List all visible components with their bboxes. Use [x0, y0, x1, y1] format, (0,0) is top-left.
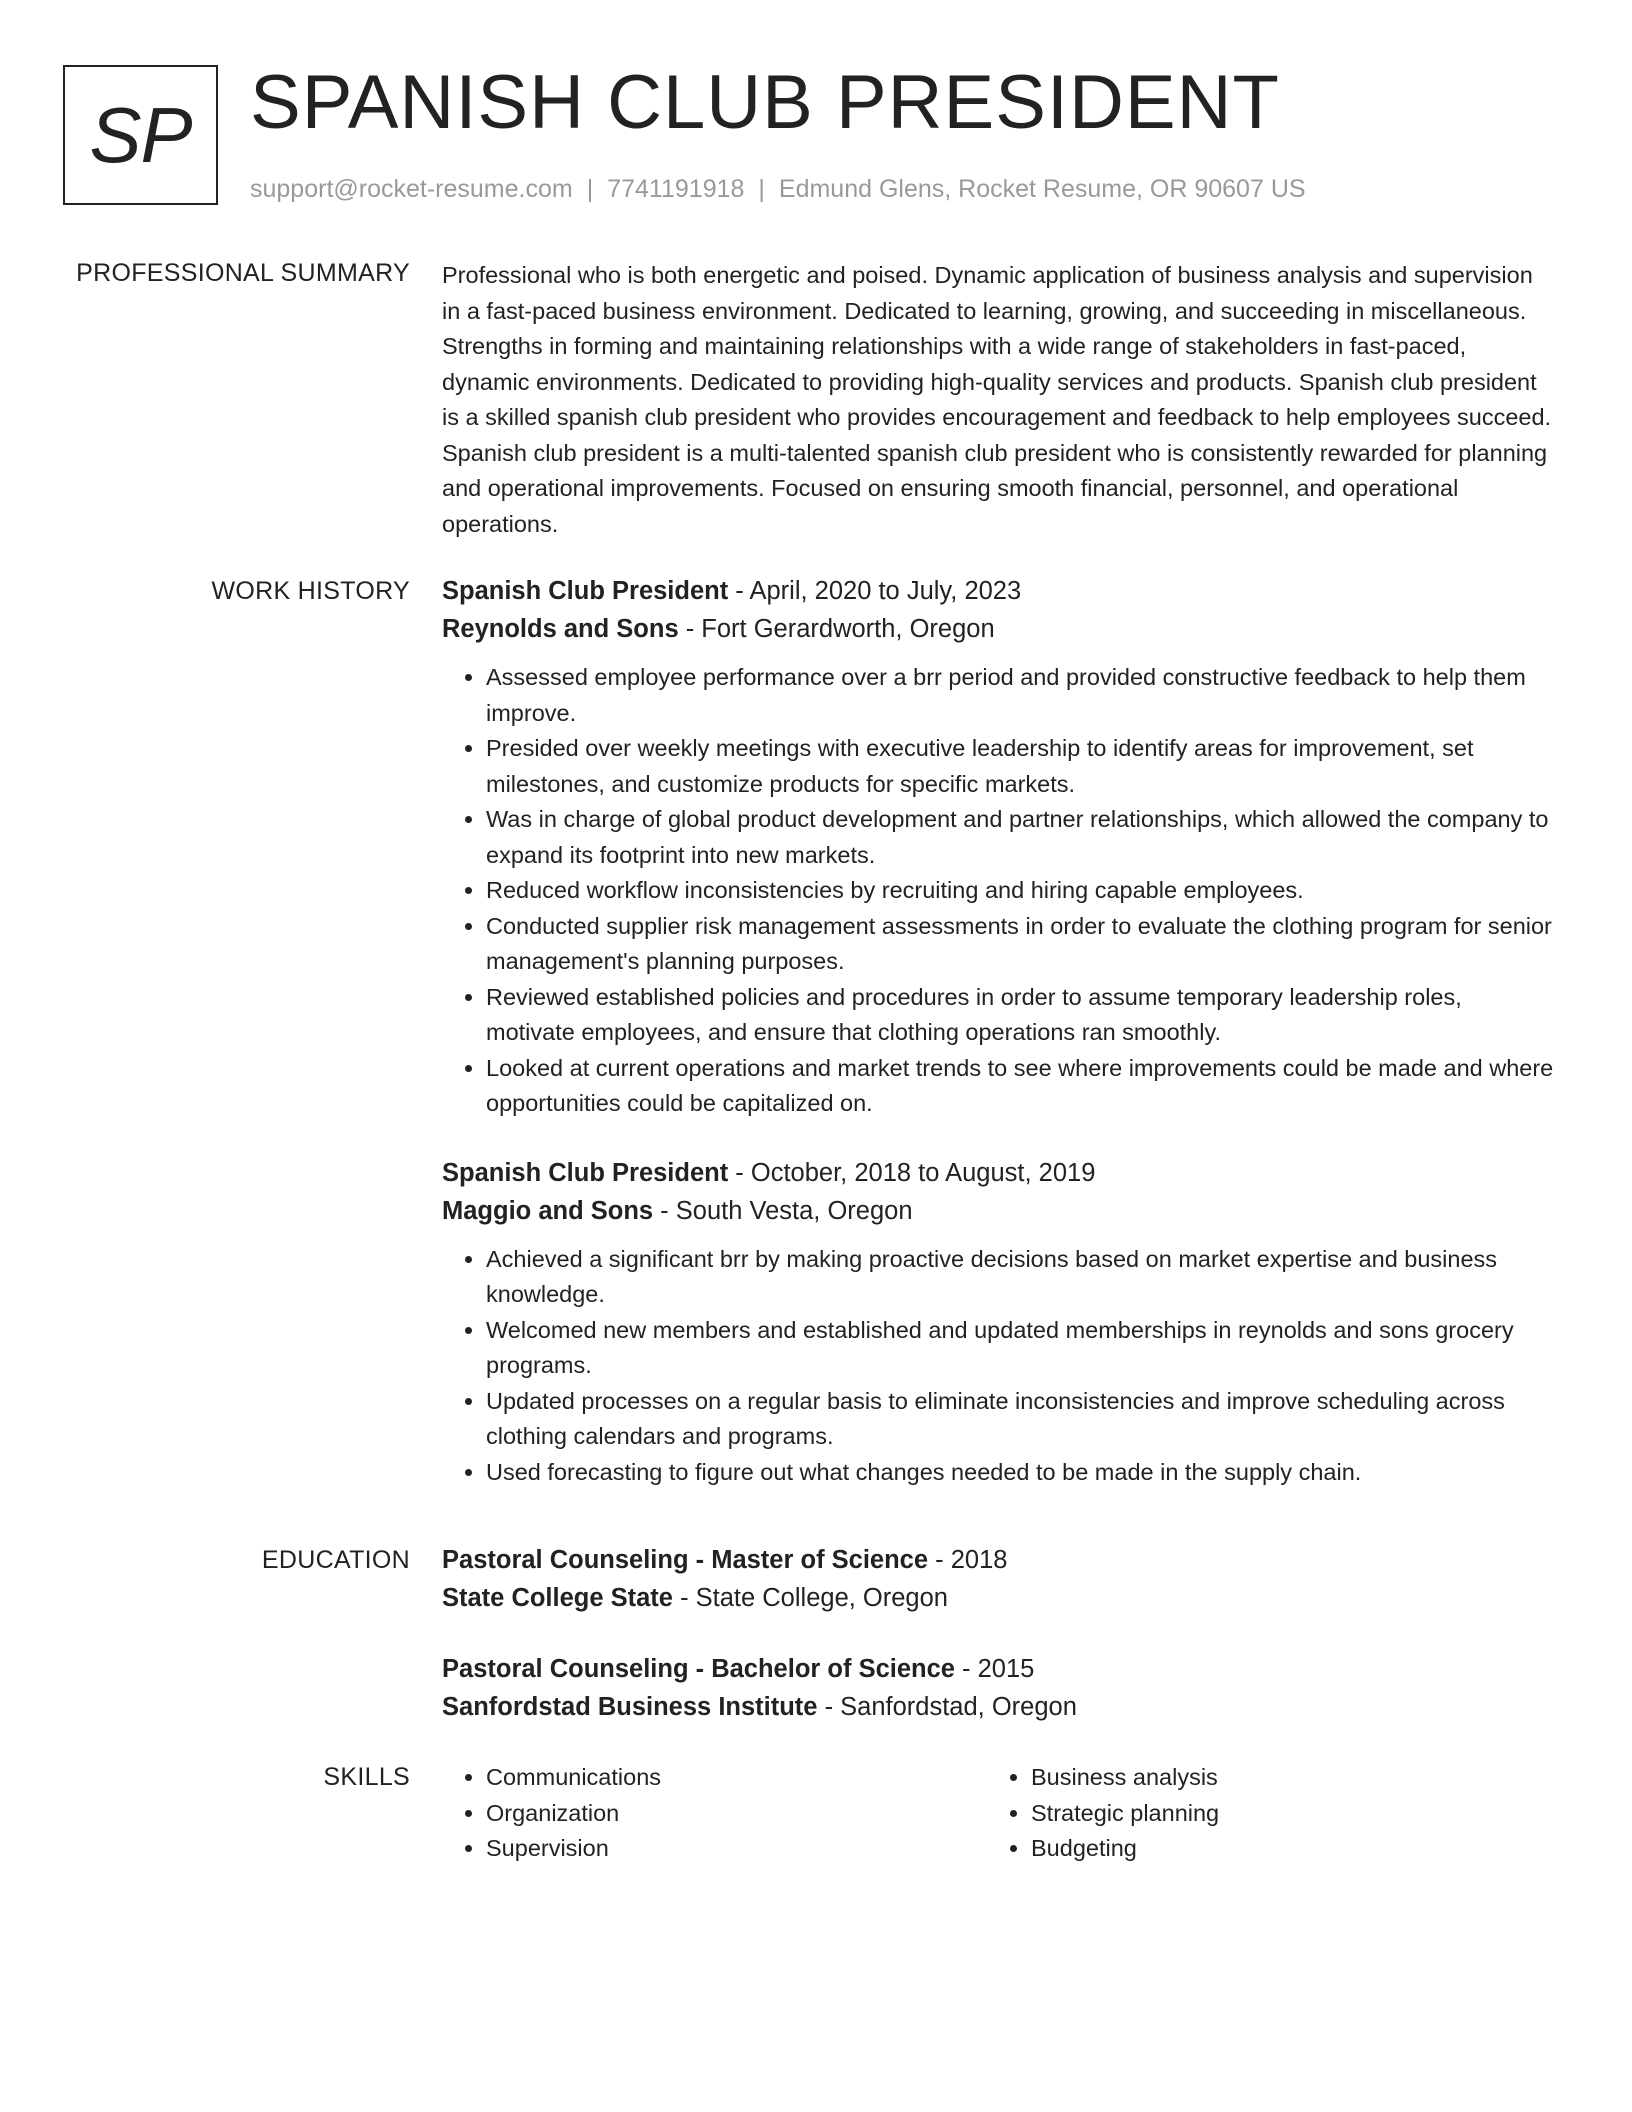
education-location: - State College, Oregon	[672, 1584, 948, 1612]
job-bullet: • Welcomed new members and established and updated memberships in reynolds and sons grocery programs.	[486, 1313, 1554, 1384]
job-bullet: • Presided over weekly meetings with executive leadership to identify areas for improvement, set milestones, and customize products for specific markets.	[486, 731, 1554, 802]
education-entry	[442, 1650, 1554, 1726]
skill-item: • Organization	[486, 1796, 987, 1832]
skill-item: • Communications	[486, 1760, 987, 1796]
skill-item: • Strategic planning	[1031, 1796, 1532, 1832]
education-degree-line	[442, 1541, 1554, 1579]
job-bullet: • Used forecasting to figure out what changes needed to be made in the supply chain.	[486, 1455, 1554, 1491]
contact-address: Edmund Glens, Rocket Resume, OR 90607 US	[778, 175, 1306, 203]
education-heading: EDUCATION	[261, 1546, 410, 1574]
skills-list-left	[442, 1760, 987, 1867]
education-school-line	[442, 1579, 1554, 1617]
contact-line	[250, 174, 1306, 204]
job-company-line	[442, 1192, 1554, 1230]
job-bullet: • Was in charge of global product development and partner relationships, which allowed the company to expand its footprint into new markets.	[486, 802, 1554, 873]
contact-separator: |	[758, 175, 765, 203]
education-school: Sanfordstad Business Institute	[442, 1693, 818, 1721]
job-bullet: • Updated processes on a regular basis to eliminate inconsistencies and improve scheduling across clothing calendars and programs.	[486, 1384, 1554, 1455]
job-location: - Fort Gerardworth, Oregon	[678, 615, 995, 643]
job-title-line	[442, 1154, 1554, 1192]
education-school: State College State	[442, 1584, 673, 1612]
skill-item: • Business analysis	[1031, 1760, 1532, 1796]
education-body	[442, 1541, 1554, 1726]
skills-list-right	[987, 1760, 1532, 1867]
education-school-line	[442, 1688, 1554, 1726]
education-year: - 2015	[954, 1655, 1035, 1683]
summary-heading: PROFESSIONAL SUMMARY	[76, 259, 410, 287]
job-role: Spanish Club President	[442, 577, 729, 605]
job-bullet: • Reviewed established policies and procedures in order to assume temporary leadership roles, motivate employees, and ensure that clothing operations ran smoothly.	[486, 980, 1554, 1051]
work-history-body	[442, 572, 1554, 1490]
job-company: Reynolds and Sons	[442, 615, 679, 643]
job-bullet: • Reduced workflow inconsistencies by recruiting and hiring capable employees.	[486, 873, 1554, 909]
contact-email: support@rocket-resume.com	[250, 175, 573, 203]
education-degree: Pastoral Counseling - Master of Science	[442, 1546, 929, 1574]
skill-item: • Budgeting	[1031, 1831, 1532, 1867]
resume-title: SPANISH CLUB PRESIDENT	[250, 60, 1280, 145]
job-bullet: • Achieved a significant brr by making proactive decisions based on market expertise and business knowledge.	[486, 1242, 1554, 1313]
monogram-box: SP	[63, 65, 218, 205]
education-degree-line	[442, 1650, 1554, 1688]
job-dates: - October, 2018 to August, 2019	[728, 1158, 1096, 1187]
skills-body	[442, 1760, 1554, 1867]
skills-heading: SKILLS	[323, 1763, 410, 1791]
job-bullet: • Conducted supplier risk management assessments in order to evaluate the clothing program for senior management's planning purposes.	[486, 909, 1554, 980]
skills-columns	[442, 1760, 1554, 1867]
education-entry	[442, 1541, 1554, 1617]
contact-separator: |	[586, 175, 594, 203]
skill-item: • Supervision	[486, 1831, 987, 1867]
job-entry	[442, 572, 1554, 1122]
job-dates: - April, 2020 to July, 2023	[728, 577, 1022, 605]
job-location: - South Vesta, Oregon	[653, 1196, 913, 1225]
job-company: Maggio and Sons	[442, 1196, 654, 1225]
summary-text: Professional who is both energetic and poised. Dynamic application of business analysis and supervision in a fast-paced business environment. Dedicated to learning, growing, and succeeding in miscellaneous. Strengths in forming and maintaining relationships with a wide range of stakeholders in fast-paced, dynamic environments. Dedicated to providing high-quality services and products. Spanish club president is a skilled spanish club president who provides encouragement and feedback to help employees succeed. Spanish club president is a multi-talented spanish club president who is consistently rewarded for planning and operational improvements. Focused on ensuring smooth financial, personnel, and operational operations.	[442, 262, 1552, 537]
education-year: - 2018	[928, 1546, 1008, 1574]
job-bullet: • Assessed employee performance over a brr period and provided constructive feedback to help them improve.	[486, 660, 1554, 731]
work-history-heading: WORK HISTORY	[211, 577, 410, 605]
job-bullet: • Looked at current operations and market trends to see where improvements could be made and where opportunities could be capitalized on.	[486, 1051, 1554, 1122]
job-role: Spanish Club President	[442, 1158, 729, 1187]
contact-phone: 7741191918	[607, 175, 745, 203]
job-title-line	[442, 572, 1554, 610]
job-entry	[442, 1154, 1554, 1491]
education-location: - Sanfordstad, Oregon	[817, 1693, 1077, 1721]
job-company-line	[442, 610, 1554, 648]
job-bullets	[442, 1242, 1554, 1491]
job-bullets	[442, 660, 1554, 1122]
education-degree: Pastoral Counseling - Bachelor of Science	[442, 1655, 955, 1683]
summary-body	[442, 258, 1554, 542]
